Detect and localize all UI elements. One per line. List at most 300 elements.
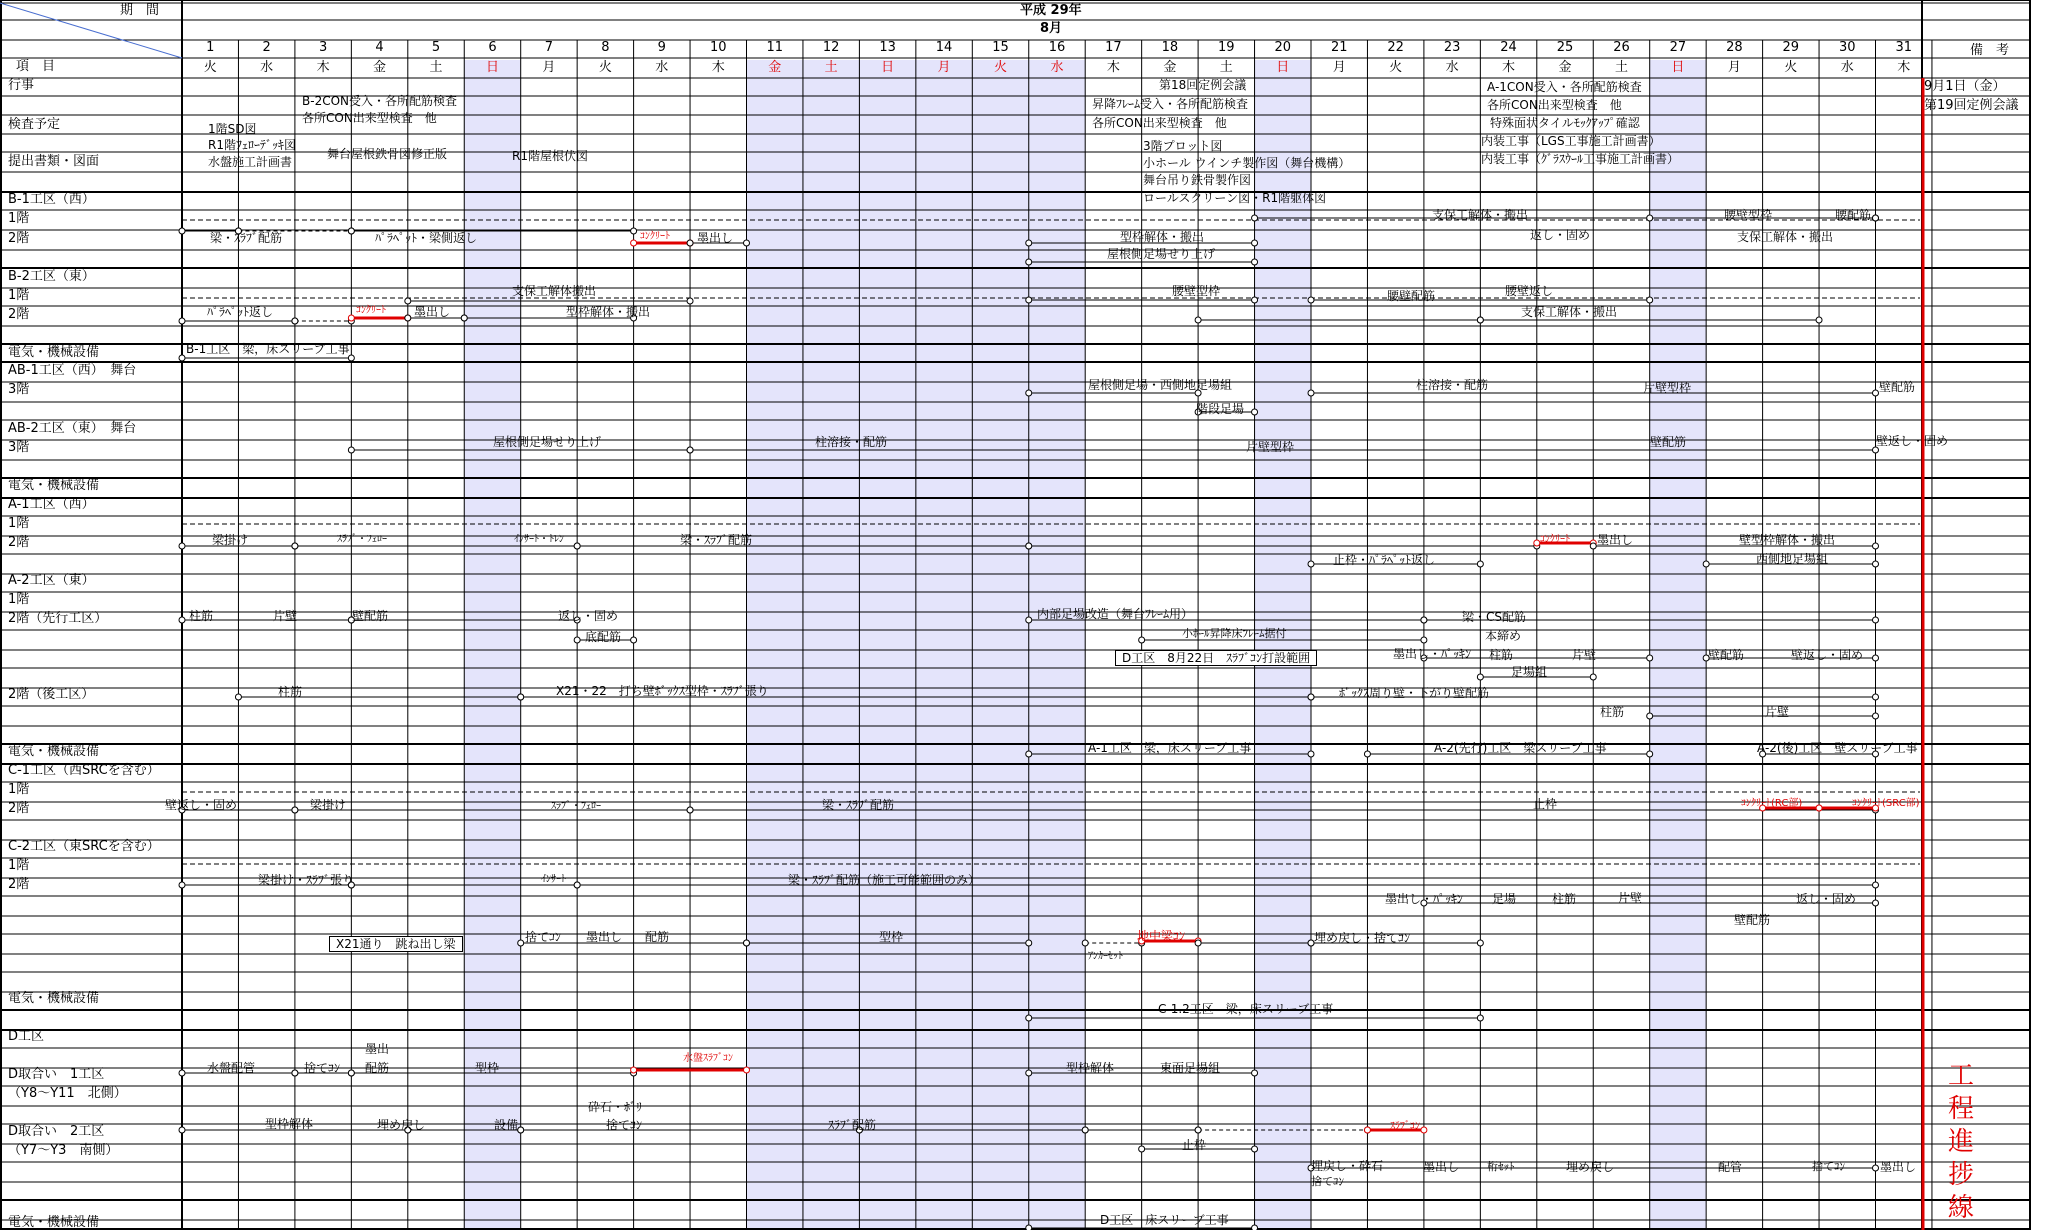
task-label: 柱筋 (1600, 705, 1625, 719)
schedule-node (1477, 561, 1483, 567)
row-label-ab1-3f: 3階 (8, 382, 30, 397)
task-label: ｲﾝｻｰﾄ (541, 874, 566, 885)
schedule-node (179, 882, 185, 888)
task-label: 梁・ｽﾗﾌﾞ配筋 (210, 231, 283, 245)
task-label: R1階ﾌｪﾛｰﾃﾞｯｷ図 (208, 138, 296, 152)
task-label: 内部足場改造（舞台ﾌﾚｰﾑ用） (1037, 607, 1194, 621)
task-label: 墨出し (697, 231, 734, 245)
day-number: 14 (935, 40, 953, 55)
row-label-c2: C-2工区（東SRCを含む） (8, 839, 160, 854)
weekday-label: 木 (711, 60, 725, 75)
schedule-node (1252, 1225, 1258, 1230)
row-label-ab2: AB-2工区（東） 舞台 (8, 421, 137, 436)
task-label: R1階屋根伏図 (512, 149, 588, 163)
task-label: 壁配筋 (1734, 913, 1771, 927)
task-label: 埋戻し・砕石 (1311, 1159, 1384, 1173)
schedule-node (405, 298, 411, 304)
row-label-elec2: 電気・機械設備 (8, 478, 100, 493)
weekday-label: 木 (1897, 60, 1911, 75)
remarks-label: 備 考 (1970, 43, 2010, 58)
row-label-a2-2f-pre: 2階（先行工区） (8, 611, 108, 626)
holiday-column-shade (972, 60, 1028, 1230)
schedule-node (744, 240, 750, 246)
schedule-node (1477, 1015, 1483, 1021)
task-label: A-2(後)工区 壁スリーブ工事 (1757, 741, 1918, 755)
schedule-node (1816, 805, 1822, 811)
weekday-label: 水 (655, 60, 669, 75)
task-label: 内装工事（ｸﾞﾗｽｳｰﾙ工事施工計画書） (1481, 152, 1680, 166)
task-label: 屋根側足場せり上げ (493, 435, 602, 449)
progress-char: 進 (1947, 1127, 1974, 1157)
task-label: 柱溶接・配筋 (1416, 378, 1489, 392)
task-label: 西側地足場組 (1756, 552, 1829, 566)
task-label-concrete: ｺﾝｸﾘｰﾄ(SRC部) (1852, 798, 1920, 809)
row-label-teishutsu: 提出書類・図面 (8, 154, 100, 169)
schedule-node (1873, 390, 1879, 396)
day-number: 19 (1218, 40, 1235, 55)
task-label: 梁・CS配筋 (1462, 610, 1526, 624)
row-label-elec5: 電気・機械設備 (8, 1215, 100, 1230)
task-label: 片壁型枠 (1246, 440, 1295, 454)
schedule-node (1026, 259, 1032, 265)
task-label: 特殊面状タイルﾓｯｸｱｯﾌﾟ確認 (1490, 116, 1640, 130)
remark-date: 9月1日（金） (1924, 79, 2006, 94)
schedule-node (1195, 317, 1201, 323)
weekday-label: 日 (881, 60, 895, 75)
task-label: ｱﾝｶｰｾｯﾄ (1088, 951, 1123, 962)
schedule-node (687, 298, 693, 304)
schedule-node (1026, 297, 1032, 303)
day-number: 8 (601, 40, 610, 55)
weekday-label: 金 (1163, 60, 1177, 75)
task-label: 止枠・ﾊﾟﾗﾍﾟｯﾄ返し (1333, 553, 1436, 567)
task-label: 壁返し・固め (165, 798, 238, 812)
task-label: 柱筋 (278, 685, 303, 699)
schedule-node (574, 543, 580, 549)
row-label-elec1: 電気・機械設備 (8, 345, 100, 360)
task-label: 埋め戻し (377, 1118, 426, 1132)
task-label: 型枠解体・搬出 (1120, 230, 1205, 244)
task-label: 型枠 (879, 930, 904, 944)
schedule-node (1026, 1015, 1032, 1021)
task-label: 砕石・ﾎﾞﾘ (588, 1100, 643, 1114)
row-label-gyoji: 行事 (8, 78, 35, 93)
task-label: 腰壁型枠 (1172, 284, 1221, 298)
day-number: 2 (262, 40, 271, 55)
day-number: 20 (1274, 40, 1292, 55)
task-label: 梁・ｽﾗﾌﾞ配筋 (680, 533, 753, 547)
row-label-a2-1f: 1階 (8, 592, 30, 607)
task-label: 足場組 (1511, 665, 1548, 679)
task-label: 腰壁配筋 (1387, 289, 1436, 303)
task-label: 腰壁型枠 (1724, 208, 1773, 222)
task-label: 墨出し (1597, 533, 1634, 547)
task-label: ﾊﾟﾗﾍﾟｯﾄ返し (207, 305, 274, 319)
task-label: 片壁 (1572, 648, 1597, 662)
schedule-node (1873, 215, 1879, 221)
weekday-label: 月 (1727, 60, 1741, 75)
row-label-d2: D取合い 2工区 (8, 1124, 105, 1139)
task-label: 捨てｺﾝ (606, 1118, 643, 1132)
task-label: 梁掛け (212, 533, 249, 547)
schedule-node (1873, 655, 1879, 661)
row-label-a2: A-2工区（東） (8, 573, 95, 588)
task-label-concrete: 地中梁ｺﾝ (1137, 929, 1186, 943)
schedule-node (1252, 240, 1258, 246)
day-number: 28 (1726, 40, 1743, 55)
day-number: 27 (1669, 40, 1687, 55)
task-label: B-1工区 梁，床スリーブ工事 (186, 342, 350, 356)
schedule-node (1816, 317, 1822, 323)
weekday-label: 月 (542, 60, 556, 75)
task-label: 1階SD図 (208, 122, 257, 136)
task-label: 昇降ﾌﾚｰﾑ受入・各所配筋検査 (1092, 97, 1249, 111)
task-label-concrete: ｺﾝｸﾘｰﾄ (640, 231, 670, 242)
task-label: 第18回定例会議 (1159, 78, 1247, 92)
schedule-node (1873, 713, 1879, 719)
row-label-elec3: 電気・機械設備 (8, 744, 100, 759)
schedule-node (179, 1070, 185, 1076)
task-label: 墨出し (1880, 1160, 1917, 1174)
weekday-label: 火 (1784, 60, 1798, 75)
weekday-label: 木 (316, 60, 330, 75)
day-number: 9 (657, 40, 666, 55)
schedule-node (1534, 540, 1540, 546)
task-label: ｽﾗﾌﾞ・ﾌｪﾛｰ (337, 534, 387, 545)
day-number: 21 (1330, 40, 1348, 55)
weekday-label: 金 (373, 60, 387, 75)
row-label-d1-sub: （Y8～Y11 北側） (8, 1086, 127, 1101)
day-number: 11 (766, 40, 783, 55)
task-label: 支保工解体・搬出 (1432, 208, 1529, 222)
weekday-label: 月 (1332, 60, 1346, 75)
task-label: 腰壁返し (1505, 284, 1554, 298)
row-label-c2-1f: 1階 (8, 858, 30, 873)
task-label: 舞台屋根鉄骨図修正版 (327, 147, 448, 161)
day-number: 7 (544, 40, 554, 55)
schedule-node (1364, 1127, 1370, 1133)
schedule-node (348, 1070, 354, 1076)
day-number: 10 (709, 40, 727, 55)
row-label-b2: B-2工区（東） (8, 269, 95, 284)
schedule-node (1082, 1127, 1088, 1133)
schedule-node (179, 617, 185, 623)
day-number: 6 (488, 40, 497, 55)
x21-cantilever-beam-box: X21通り 跳ね出し梁 (329, 936, 463, 952)
task-label: 梁掛け (310, 798, 347, 812)
schedule-node (1873, 1165, 1879, 1171)
day-number: 5 (431, 40, 441, 55)
schedule-node (1026, 1070, 1032, 1076)
schedule-node (1421, 637, 1427, 643)
schedule-node (687, 240, 693, 246)
task-label: 3階プロット図 (1143, 139, 1223, 153)
schedule-node (1139, 637, 1145, 643)
day-number: 13 (879, 40, 896, 55)
task-label: 梁掛け・ｽﾗﾌﾞ張り (258, 873, 355, 887)
period-label: 期 間 (120, 3, 160, 18)
schedule-node (1873, 882, 1879, 888)
row-label-a1-2f: 2階 (8, 535, 30, 550)
schedule-node (518, 940, 524, 946)
task-label: 壁配筋 (1650, 435, 1687, 449)
day-number: 15 (992, 40, 1009, 55)
task-label: A-1工区 梁，床スリーブ工事 (1088, 741, 1252, 755)
schedule-node (1195, 940, 1201, 946)
task-label: 屋根側足場せり上げ (1107, 247, 1216, 261)
schedule-node (1647, 751, 1653, 757)
task-label: 墨出し・ﾊﾟｯｷﾝ (1385, 892, 1464, 906)
schedule-node (1308, 751, 1314, 757)
task-label: 階段足場 (1196, 402, 1245, 416)
weekday-label: 火 (994, 60, 1008, 75)
schedule-node (348, 228, 354, 234)
task-label: 型枠解体・搬出 (566, 305, 651, 319)
row-label-b2-2f: 2階 (8, 307, 30, 322)
schedule-node (1364, 751, 1370, 757)
schedule-node (574, 882, 580, 888)
row-label-d: D工区 (8, 1029, 45, 1044)
schedule-node (1873, 543, 1879, 549)
task-label: C-1.2工区 梁，床スリーブ工事 (1158, 1002, 1334, 1016)
day-number: 25 (1556, 40, 1574, 55)
day-number: 12 (822, 40, 840, 55)
schedule-node (292, 543, 298, 549)
schedule-node (1195, 1127, 1201, 1133)
schedule-node (631, 240, 637, 246)
schedule-node (1703, 561, 1709, 567)
row-label-kensa: 検査予定 (8, 117, 61, 132)
task-label: 足場 (1492, 892, 1517, 906)
schedule-node (292, 1070, 298, 1076)
schedule-node (1647, 215, 1653, 221)
d-slab-pour-note: D工区 8月22日 ｽﾗﾌﾞｺﾝ打設範囲 (1115, 650, 1317, 666)
schedule-node (179, 355, 185, 361)
task-label-concrete: ｺﾝｸﾘｰﾄ (356, 305, 386, 316)
holiday-column-shade (1650, 60, 1706, 1230)
row-label-b1: B-1工区（西） (8, 192, 95, 207)
schedule-node (1026, 940, 1032, 946)
task-label: 各所CON出来型検査 他 (1092, 116, 1227, 130)
holiday-column-shade (747, 60, 803, 1230)
weekday-label: 水 (260, 60, 274, 75)
schedule-node (1647, 713, 1653, 719)
task-label: 捨てｺﾝ (1812, 1160, 1845, 1173)
schedule-node (1139, 1146, 1145, 1152)
schedule-node (179, 543, 185, 549)
item-label: 項 目 (16, 59, 56, 74)
schedule-node (1026, 543, 1032, 549)
remark-meeting: 第19回定例会議 (1924, 98, 2019, 113)
task-label: 埋め戻し (1566, 1160, 1615, 1174)
schedule-node (1252, 259, 1258, 265)
holiday-column-shade (803, 60, 859, 1230)
schedule-node (631, 1067, 637, 1073)
schedule-node (1308, 694, 1314, 700)
row-label-b2-1f: 1階 (8, 288, 30, 303)
schedule-node (179, 1127, 185, 1133)
task-label: 小ﾎｰﾙ昇降床ﾌﾚｰﾑ据付 (1182, 627, 1287, 640)
row-label-a1-1f: 1階 (8, 516, 30, 531)
holiday-column-shade (1029, 60, 1085, 1230)
task-label: 配筋 (645, 930, 670, 944)
task-label: 壁返し・固め (1876, 434, 1949, 448)
task-label: 片壁 (273, 609, 298, 623)
task-label: 壁配筋 (1708, 648, 1745, 662)
task-label: 水盤配管 (207, 1061, 256, 1075)
task-label: 支保工解体搬出 (512, 284, 597, 298)
task-label: ロールスクリーン図・R1階躯体図 (1143, 191, 1327, 205)
schedule-node (1026, 617, 1032, 623)
schedule-node (348, 447, 354, 453)
schedule-node (1252, 1070, 1258, 1076)
task-label: ﾊﾟﾗﾍﾟｯﾄ・梁側返し (375, 231, 478, 245)
row-label-ab2-3f: 3階 (8, 440, 30, 455)
day-number: 26 (1613, 40, 1630, 55)
weekday-label: 火 (1389, 60, 1403, 75)
task-label: 型枠解体 (265, 1117, 314, 1131)
task-label: 底配筋 (585, 630, 622, 644)
task-label: 墨出 (365, 1042, 390, 1056)
schedule-node (1647, 655, 1653, 661)
task-label: 支保工解体・搬出 (1521, 305, 1618, 319)
task-label: 壁配筋 (352, 609, 389, 623)
row-label-d1: D取合い 1工区 (8, 1067, 105, 1082)
task-label: 腰配筋 (1835, 208, 1872, 222)
schedule-node (348, 315, 354, 321)
schedule-node (235, 694, 241, 700)
task-label-concrete: ｽﾗﾌﾞｺﾝ (1390, 1121, 1420, 1132)
row-label-a2-2f-post: 2階（後工区） (8, 687, 95, 702)
row-label-a1: A-1工区（西） (8, 497, 95, 512)
task-label-concrete: 水盤ｽﾗﾌﾞｺﾝ (683, 1053, 733, 1064)
task-label: 支保工解体・搬出 (1737, 230, 1834, 244)
schedule-node (461, 315, 467, 321)
task-label: X21・22 打ち壁ﾎﾞｯｸｽ型枠・ｽﾗﾌﾞ張り (556, 684, 769, 698)
task-label: 配管 (1718, 1160, 1743, 1174)
schedule-node (1873, 694, 1879, 700)
weekday-label: 日 (1671, 60, 1685, 75)
task-label: 捨てｺﾝ (304, 1061, 341, 1075)
schedule-node (292, 807, 298, 813)
schedule-node (1477, 940, 1483, 946)
day-number: 16 (1048, 40, 1066, 55)
weekday-label: 木 (1502, 60, 1516, 75)
day-number: 4 (375, 40, 384, 55)
day-number: 31 (1895, 40, 1912, 55)
weekday-label: 木 (1106, 60, 1120, 75)
task-label: 東面足場組 (1160, 1061, 1221, 1075)
schedule-node (1873, 561, 1879, 567)
task-label: A-2(先行)工区 梁スリーブ工事 (1434, 741, 1607, 755)
task-label: ｲﾝｻｰﾄ・ﾄﾚﾝ (514, 534, 564, 545)
schedule-node (1252, 297, 1258, 303)
task-label: 配筋 (365, 1061, 390, 1075)
row-label-c1-2f: 2階 (8, 801, 30, 816)
schedule-node (1590, 674, 1596, 680)
schedule-node (292, 318, 298, 324)
weekday-label: 火 (203, 60, 217, 75)
task-label: 小ホール ウインチ製作図（舞台機構） (1143, 156, 1351, 170)
task-label-concrete: ｺﾝｸﾘｰﾄ(RC部) (1741, 798, 1803, 809)
task-label: 水盤施工計画書 (208, 155, 293, 169)
weekday-label: 土 (824, 60, 838, 75)
schedule-node (1308, 561, 1314, 567)
day-number: 17 (1105, 40, 1122, 55)
schedule-node (179, 228, 185, 234)
schedule-node (1252, 215, 1258, 221)
task-label: 梁・ｽﾗﾌﾞ配筋 (822, 798, 895, 812)
weekday-label: 日 (1276, 60, 1290, 75)
task-label: 墨出し (1423, 1160, 1460, 1174)
task-label-concrete: ｺﾝｸﾘｰﾄ (1540, 534, 1570, 545)
task-label: 捨てｺﾝ (1311, 1175, 1344, 1188)
row-label-ab1: AB-1工区（西） 舞台 (8, 363, 137, 378)
row-label-c1-1f: 1階 (8, 782, 30, 797)
task-label: 桁ｾｯﾄ (1487, 1160, 1515, 1173)
day-number: 3 (318, 40, 328, 55)
day-number: 18 (1161, 40, 1179, 55)
row-label-c2-2f: 2階 (8, 877, 30, 892)
task-label: 型枠解体 (1066, 1061, 1115, 1075)
progress-char: 線 (1947, 1193, 1974, 1223)
weekday-label: 日 (485, 60, 499, 75)
schedule-node (1252, 1146, 1258, 1152)
weekday-label: 水 (1840, 60, 1854, 75)
task-label: ｽﾗﾌﾞ・ﾌｪﾛｰ (551, 801, 601, 812)
task-label: 返し・固め (1530, 228, 1591, 242)
row-label-d2-sub: （Y7～Y3 南側） (8, 1143, 119, 1158)
era-year: 平成 29年 (1020, 3, 1082, 18)
task-label: 返し・固め (1796, 892, 1857, 906)
schedule-node (518, 1127, 524, 1133)
weekday-label: 土 (429, 60, 443, 75)
month-label: 8月 (1040, 21, 1063, 36)
schedule-node (1421, 617, 1427, 623)
schedule-node (744, 940, 750, 946)
task-label: 片壁 (1765, 705, 1790, 719)
task-label: 本締め (1485, 629, 1522, 643)
weekday-label: 水 (1050, 60, 1064, 75)
schedule-node (1082, 940, 1088, 946)
schedule-node (1252, 409, 1258, 415)
schedule-node (1308, 390, 1314, 396)
task-label: 壁返し・固め (1791, 648, 1864, 662)
task-label: 柱筋 (1489, 648, 1514, 662)
task-label: 捨てｺﾝ (525, 930, 562, 944)
weekday-label: 金 (1558, 60, 1572, 75)
task-label: 梁・ｽﾗﾌﾞ配筋（施工可能範囲のみ） (788, 873, 981, 887)
task-label: A-1CON受入・各所配筋検査 (1487, 80, 1642, 94)
schedule-node (631, 637, 637, 643)
schedule-node (1026, 1225, 1032, 1230)
progress-char: 程 (1947, 1094, 1974, 1124)
schedule-node (405, 315, 411, 321)
task-label: 屋根側足場・西側地足場組 (1088, 378, 1233, 392)
schedule-node (179, 318, 185, 324)
schedule-node (1873, 900, 1879, 906)
schedule-node (1477, 674, 1483, 680)
task-label: ｽﾗﾌﾞ配筋 (828, 1118, 877, 1132)
task-label: 舞台吊り鉄骨製作図 (1143, 173, 1252, 187)
holiday-column-shade (1255, 60, 1311, 1230)
schedule-node (1873, 617, 1879, 623)
task-label: 型枠 (475, 1061, 500, 1075)
task-label: 片壁 (1618, 891, 1643, 905)
weekday-label: 金 (768, 60, 782, 75)
schedule-node (1421, 1127, 1427, 1133)
day-number: 24 (1500, 40, 1517, 55)
